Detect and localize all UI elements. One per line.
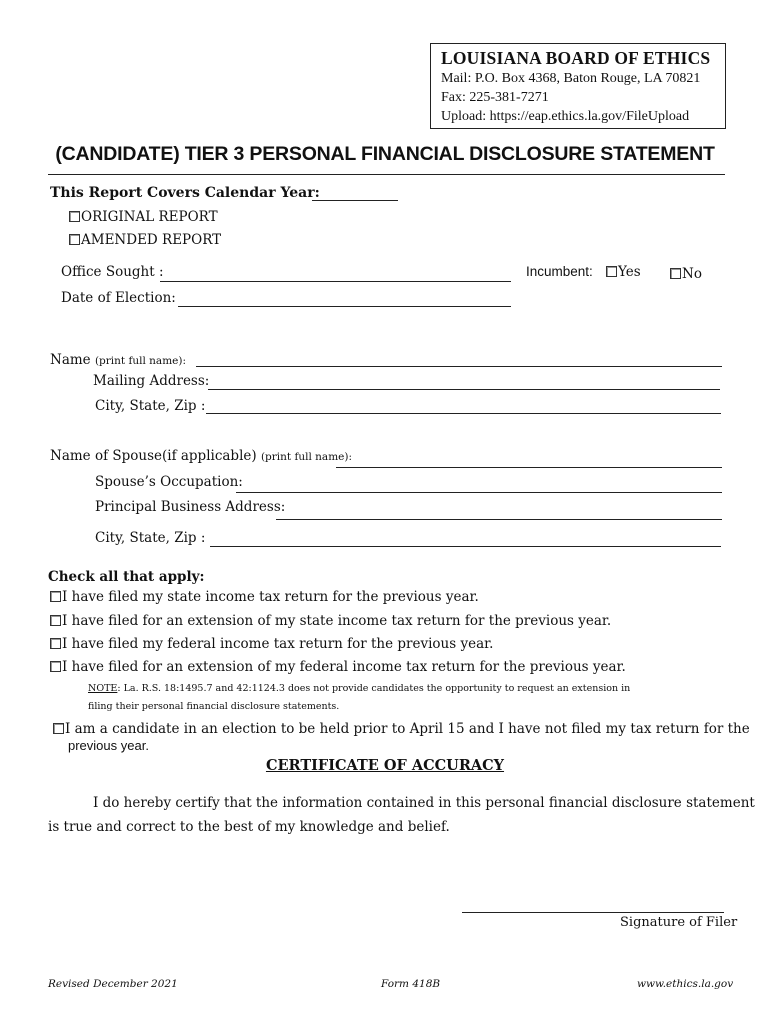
incumbent-no-label: No bbox=[682, 266, 702, 282]
filer-name-label-row bbox=[50, 352, 186, 368]
check-candidate-not-filed[interactable] bbox=[53, 721, 750, 737]
check-federal-extension[interactable] bbox=[50, 659, 626, 675]
election-date-label: Date of Election: bbox=[61, 290, 176, 306]
office-sought-label: Office Sought : bbox=[61, 264, 164, 280]
check-state-extension[interactable] bbox=[50, 613, 611, 629]
note-label: NOTE bbox=[88, 683, 118, 694]
check-state-extension-checkbox[interactable] bbox=[50, 615, 61, 626]
original-report-option[interactable] bbox=[69, 209, 218, 225]
checks-heading: Check all that apply: bbox=[48, 569, 205, 585]
calendar-year-label: This Report Covers Calendar Year: bbox=[50, 185, 320, 201]
board-mail: Mail: P.O. Box 4368, Baton Rouge, LA 70821 bbox=[441, 71, 701, 86]
spouse-business-label: Principal Business Address: bbox=[95, 499, 286, 515]
incumbent-label: Incumbent: bbox=[526, 264, 593, 279]
certificate-title-text: CERTIFICATE OF ACCURACY bbox=[265, 757, 505, 774]
filer-city-label: City, State, Zip : bbox=[95, 398, 206, 414]
signature-field[interactable] bbox=[462, 912, 724, 913]
check-federal-filed-label: I have filed my federal income tax return for the previous year. bbox=[62, 636, 494, 652]
spouse-city-label: City, State, Zip : bbox=[95, 530, 206, 546]
filer-name-hint: (print full name): bbox=[94, 355, 186, 367]
form-title: (CANDIDATE) TIER 3 PERSONAL FINANCIAL DISCLOSURE STATEMENT bbox=[55, 143, 715, 165]
spouse-name-label-row bbox=[50, 448, 352, 464]
check-federal-extension-label: I have filed for an extension of my federal income tax return for the previous year. bbox=[62, 659, 626, 675]
office-sought-field[interactable] bbox=[160, 281, 511, 282]
incumbent-yes-checkbox[interactable] bbox=[606, 266, 617, 277]
incumbent-yes-label: Yes bbox=[618, 264, 641, 280]
amended-report-checkbox[interactable] bbox=[69, 234, 80, 245]
check-state-filed-checkbox[interactable] bbox=[50, 591, 61, 602]
certificate-line1: I do hereby certify that the information contained in this personal financial disclosure statement bbox=[93, 795, 755, 811]
check-state-filed[interactable] bbox=[50, 589, 479, 605]
board-fax: Fax: 225-381-7271 bbox=[441, 90, 549, 105]
footer-website: www.ethics.la.gov bbox=[637, 978, 734, 990]
signature-label: Signature of Filer bbox=[620, 915, 738, 930]
amended-report-label: AMENDED REPORT bbox=[81, 232, 222, 248]
filer-city-field[interactable] bbox=[206, 413, 721, 414]
amended-report-option[interactable] bbox=[69, 232, 221, 248]
filer-name-field[interactable] bbox=[196, 366, 722, 367]
certificate-title bbox=[0, 757, 770, 774]
board-upload: Upload: https://eap.ethics.la.gov/FileUpload bbox=[441, 109, 690, 124]
check-federal-filed-checkbox[interactable] bbox=[50, 638, 61, 649]
incumbent-yes-option[interactable] bbox=[606, 264, 641, 280]
footer-revised: Revised December 2021 bbox=[48, 978, 178, 990]
spouse-city-field[interactable] bbox=[210, 546, 721, 547]
spouse-business-field[interactable] bbox=[276, 519, 722, 520]
board-contact-box bbox=[430, 43, 726, 129]
election-date-field[interactable] bbox=[178, 306, 511, 307]
calendar-year-field[interactable] bbox=[312, 200, 398, 201]
candidate-not-filed-line2: previous year. bbox=[68, 738, 149, 753]
title-rule bbox=[48, 174, 725, 175]
note-text-line2: filing their personal financial disclosure statements. bbox=[88, 701, 340, 712]
filer-name-label: Name bbox=[50, 352, 91, 368]
incumbent-no-option[interactable] bbox=[670, 266, 702, 282]
spouse-name-field[interactable] bbox=[336, 467, 722, 468]
mailing-address-label: Mailing Address: bbox=[93, 373, 210, 389]
footer-form-number: Form 418B bbox=[381, 978, 441, 990]
incumbent-no-checkbox[interactable] bbox=[670, 268, 681, 279]
check-candidate-not-filed-checkbox[interactable] bbox=[53, 723, 64, 734]
check-federal-filed[interactable] bbox=[50, 636, 493, 652]
mailing-address-field[interactable] bbox=[208, 389, 720, 390]
check-state-extension-label: I have filed for an extension of my state income tax return for the previous year. bbox=[62, 613, 612, 629]
spouse-name-label: Name of Spouse(if applicable) bbox=[50, 448, 257, 464]
check-state-filed-label: I have filed my state income tax return for the previous year. bbox=[62, 589, 479, 605]
board-name: LOUISIANA BOARD OF ETHICS bbox=[441, 48, 711, 68]
spouse-occupation-field[interactable] bbox=[236, 492, 722, 493]
original-report-checkbox[interactable] bbox=[69, 211, 80, 222]
spouse-occupation-label: Spouse’s Occupation: bbox=[95, 474, 243, 490]
check-federal-extension-checkbox[interactable] bbox=[50, 661, 61, 672]
note-text-line1: : La. R.S. 18:1495.7 and 42:1124.3 does not provide candidates the opportunity to request an extension in bbox=[117, 683, 631, 694]
spouse-name-hint: (print full name): bbox=[260, 451, 352, 463]
extension-note bbox=[88, 683, 630, 694]
original-report-label: ORIGINAL REPORT bbox=[81, 209, 218, 225]
certificate-line2: is true and correct to the best of my knowledge and belief. bbox=[48, 819, 450, 835]
candidate-not-filed-line1: I am a candidate in an election to be held prior to April 15 and I have not filed my tax return for the bbox=[65, 721, 750, 737]
